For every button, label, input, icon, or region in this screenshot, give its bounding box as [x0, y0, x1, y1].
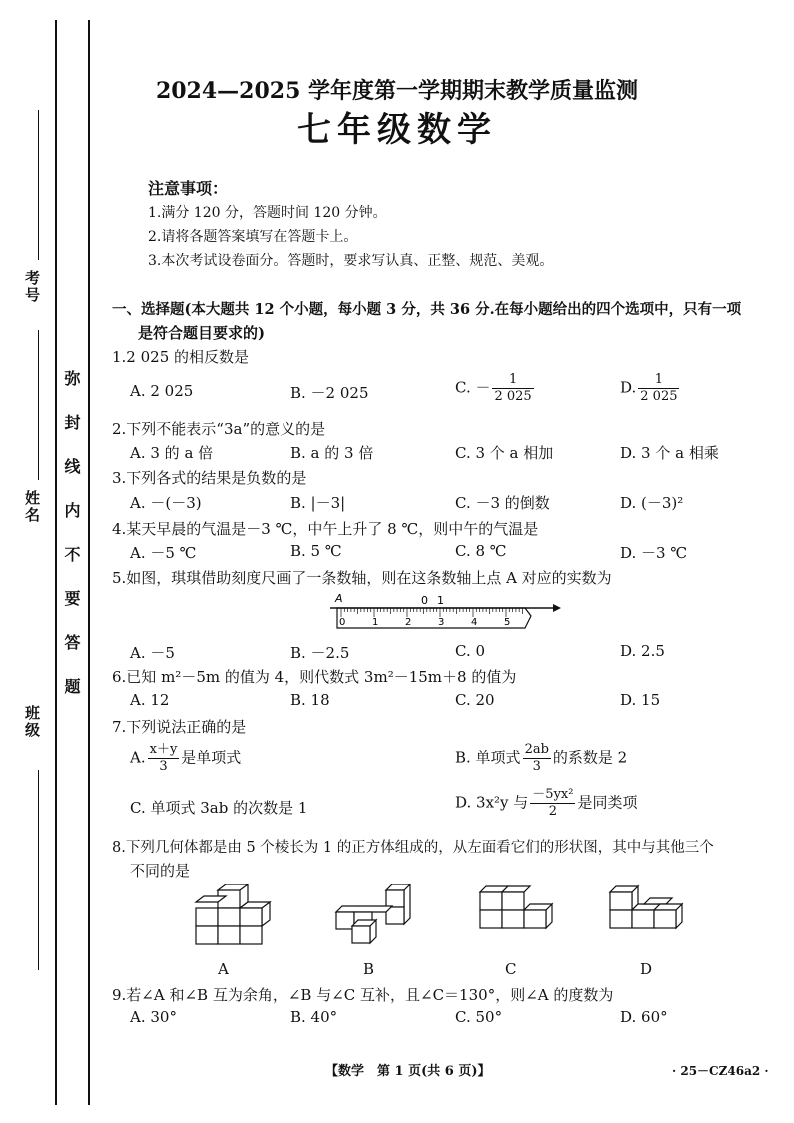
q4-option-a: A. －5 ℃ [130, 544, 197, 562]
q8-c-mid-lower [502, 910, 524, 928]
q8-label-b: B [363, 960, 375, 978]
q5-option-a: A. －5 [130, 644, 175, 662]
q8-c-right [524, 910, 546, 928]
name-blank [38, 330, 39, 480]
q7-stem: 7.下列说法正确的是 [112, 718, 247, 736]
notes-title: 注意事项： [148, 179, 229, 198]
q4-stem: 4.某天早晨的气温是－3 ℃，中午上升了 8 ℃，则中午的气温是 [112, 520, 539, 538]
q7-d-fraction [530, 787, 575, 820]
q7-b-numerator: 2ab [524, 742, 549, 757]
q7-a-suffix: 是单项式 [181, 748, 242, 767]
q9-option-b: B. 40° [290, 1008, 338, 1026]
q7-d-suffix: 是同类项 [577, 793, 638, 812]
q1-option-c [455, 372, 536, 405]
q2-option-c: C. 3 个 a 相加 [455, 444, 554, 462]
q8-c-mid-upper [502, 892, 524, 910]
margin-line-inner [88, 20, 90, 1105]
q8-a-cube-2 [218, 908, 240, 926]
q5-ruler-tick-5: 5 [504, 617, 511, 628]
q1-option-c-prefix: C. － [455, 378, 491, 397]
q8-d-right [654, 910, 676, 928]
q8-b-row-top [336, 906, 392, 912]
q3-option-a: A. －(－3) [130, 494, 202, 512]
q6-option-d: D. 15 [620, 691, 661, 709]
q5-option-d: D. 2.5 [620, 642, 665, 660]
class-label: 班级 [23, 705, 41, 739]
q8-solid-b [330, 884, 420, 948]
q7-option-c: C. 单项式 3ab 的次数是 1 [130, 799, 308, 817]
q8-b-front [352, 926, 370, 943]
q8-d-mid [632, 910, 654, 928]
q5-ruler-tick-2: 2 [405, 617, 412, 628]
q3-option-c: C. －3 的倒数 [455, 494, 550, 512]
q8-stem: 8.下列几何体都是由 5 个棱长为 1 的正方体组成的，从左面看它们的形状图，其中与其他三个 [112, 840, 714, 856]
q5-ruler-tick-0: 0 [339, 617, 346, 628]
q8-a-cube-5 [218, 926, 240, 944]
q9-option-d: D. 60° [620, 1008, 668, 1026]
q8-d-left-upper [610, 892, 632, 910]
q1-c-numerator: 1 [492, 372, 533, 389]
q1-option-c-fraction [492, 372, 533, 405]
q1-d-denominator: 2 025 [640, 389, 678, 404]
q7-a-numerator: x＋y [149, 742, 178, 757]
q5-ruler-minor-ticks [341, 608, 523, 617]
q2-stem: 2.下列不能表示“3a”的意义的是 [112, 420, 326, 438]
q8-a-cube-4 [196, 926, 218, 944]
q5-ruler-tick-1: 1 [372, 617, 379, 628]
q1-option-d [620, 372, 681, 405]
q5-point-a: A [335, 592, 343, 605]
note-3: 3.本次考试设卷面分。答题时，要求写认真、正整、规范、美观。 [148, 253, 554, 269]
page-footer: 【数学 第 1 页(共 6 页)】 [325, 1064, 491, 1079]
q7-b-fraction [523, 742, 551, 775]
q7-a-prefix: A. [130, 748, 146, 767]
q5-ruler-tick-3: 3 [438, 617, 445, 628]
q8-label-d: D [640, 960, 653, 978]
q8-a-cube-6 [240, 926, 262, 944]
q2-option-d: D. 3 个 a 相乘 [620, 444, 719, 462]
q8-stem-2: 不同的是 [130, 862, 191, 880]
q8-solid-c [474, 884, 564, 948]
q1-option-b: B. －2 025 [290, 384, 369, 402]
section-heading: 一、选择题(本大题共 12 个小题，每小题 3 分，共 36 分.在每小题给出的四个选项中，只有一项 [112, 301, 742, 318]
q7-b-suffix: 的系数是 2 [552, 748, 628, 767]
q8-solid-a [188, 884, 278, 948]
q4-option-b: B. 5 ℃ [290, 542, 342, 560]
q8-d-left-lower [610, 910, 632, 928]
q7-b-denominator: 3 [532, 759, 541, 774]
q7-a-fraction [148, 742, 180, 775]
q5-option-c: C. 0 [455, 642, 486, 660]
q6-option-c: C. 20 [455, 691, 495, 709]
q5-ruler-tick-4: 4 [471, 617, 478, 628]
q7-a-denominator: 3 [159, 759, 168, 774]
q7-d-prefix: D. 3x²y 与 [455, 793, 529, 812]
q2-option-b: B. a 的 3 倍 [290, 444, 374, 462]
seal-line-text: 弥封线内不要答题 [62, 370, 81, 722]
q1-c-denominator: 2 025 [494, 389, 532, 404]
q8-a-cube-3 [240, 908, 262, 926]
q6-option-a: A. 12 [130, 691, 170, 709]
q1-stem: 1.2 025 的相反数是 [112, 348, 250, 366]
q7-d-denominator: 2 [548, 804, 558, 819]
q5-number-line-figure [325, 588, 565, 636]
section-heading-2: 是符合题目要求的) [138, 324, 266, 342]
q8-b-tower-1 [386, 890, 404, 907]
q7-option-d [455, 787, 637, 820]
q5-axis-arrow [553, 604, 561, 612]
q8-c-left-upper [480, 892, 502, 910]
q8-label-a: A [218, 960, 229, 978]
note-2: 2.请将各题答案填写在答题卡上。 [148, 229, 358, 245]
q8-a-cube-1 [196, 908, 218, 926]
q4-option-c: C. 8 ℃ [455, 542, 507, 560]
q9-stem: 9.若∠A 和∠B 互为余角，∠B 与∠C 互补，且∠C＝130°，则∠A 的度数为 [112, 986, 614, 1004]
q9-option-a: A. 30° [130, 1008, 177, 1026]
q2-option-a: A. 3 的 a 倍 [130, 444, 214, 462]
q5-ruler-body [337, 608, 531, 628]
margin-line-outer [55, 20, 57, 1105]
paper-code: · 25－CZ46a2 · [672, 1064, 769, 1078]
q5-stem: 5.如图，琪琪借助刻度尺画了一条数轴，则在这条数轴上点 A 对应的实数为 [112, 569, 612, 587]
name-label: 姓名 [23, 490, 41, 524]
q8-d-back-top [644, 898, 672, 904]
q8-c-left-lower [480, 910, 502, 928]
q1-option-d-prefix: D. [620, 378, 637, 397]
q3-stem: 3.下列各式的结果是负数的是 [112, 469, 307, 487]
q5-option-b: B. －2.5 [290, 644, 350, 662]
q3-option-b: B. |－3| [290, 494, 346, 512]
exam-no-label: 考号 [23, 270, 41, 304]
q7-option-b [455, 742, 627, 775]
q3-option-d: D. (－3)² [620, 494, 684, 512]
q8-solid-d [604, 884, 694, 948]
q7-option-a [130, 742, 241, 775]
q4-option-d: D. －3 ℃ [620, 544, 688, 562]
q6-option-b: B. 18 [290, 691, 330, 709]
q1-d-numerator: 1 [638, 372, 679, 389]
q5-axis-label-1: 1 [437, 594, 444, 607]
q6-stem: 6.已知 m²－5m 的值为 4，则代数式 3m²－15m＋8 的值为 [112, 668, 517, 686]
exam-title: 2024—2025 学年度第一学期期末教学质量监测 [155, 78, 639, 104]
q5-axis-label-0: 0 [421, 594, 428, 607]
note-1: 1.满分 120 分，答题时间 120 分钟。 [148, 205, 387, 221]
q1-option-d-fraction [638, 372, 679, 405]
q1-option-a: A. 2 025 [130, 382, 194, 400]
q9-option-c: C. 50° [455, 1008, 503, 1026]
q8-label-c: C [505, 960, 517, 978]
q7-d-numerator: －5yx² [532, 787, 574, 802]
q7-b-prefix: B. 单项式 [455, 748, 521, 767]
class-blank [38, 770, 39, 970]
subject-title: 七年级数学 [297, 110, 497, 150]
